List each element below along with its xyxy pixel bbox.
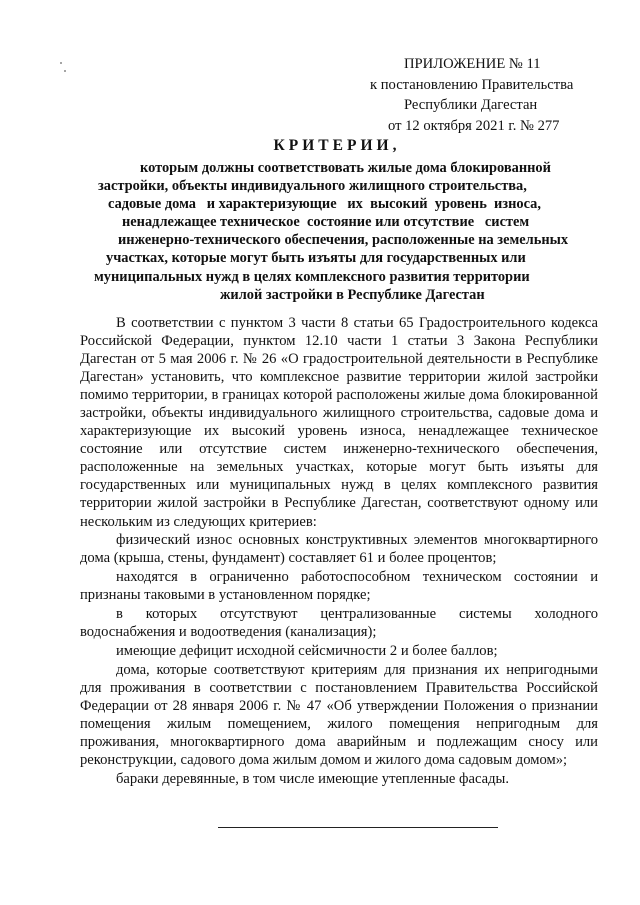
appendix-reference: к постановлению Правительства bbox=[370, 76, 574, 93]
criterion-item: находятся в ограниченно работоспособном техническом состоянии и признаны таковыми в установленном порядке; bbox=[80, 568, 598, 603]
criterion-item: имеющие дефицит исходной сейсмичности 2 и более баллов; bbox=[116, 642, 498, 659]
subtitle-line: жилой застройки в Республике Дагестан bbox=[220, 286, 485, 303]
subtitle-line: застройки, объекты индивидуального жилищного строительства, bbox=[98, 178, 527, 195]
appendix-header bbox=[360, 54, 600, 136]
subtitle-line: ненадлежащее техническое состояние или отсутствие систем bbox=[122, 214, 530, 231]
document-subtitle bbox=[86, 159, 606, 304]
subtitle-line: муниципальных нужд в целях комплексного развития территории bbox=[94, 268, 530, 285]
scan-speck bbox=[64, 70, 66, 72]
appendix-date: от 12 октября 2021 г. № 277 bbox=[388, 117, 560, 134]
appendix-issuer: Республики Дагестан bbox=[404, 97, 538, 113]
scan-speck bbox=[60, 62, 62, 64]
subtitle-line: участках, которые могут быть изъяты для государственных или bbox=[106, 250, 526, 267]
criterion-item: в которых отсутствуют централизованные системы холодного водоснабжения и водоотведения (канализация); bbox=[80, 605, 598, 640]
document-title: КРИТЕРИИ, bbox=[273, 137, 401, 154]
closing-divider bbox=[218, 827, 498, 828]
body-paragraph: В соответствии с пунктом 3 части 8 статьи 65 Градостроительного кодекса Российской Федерации, пунктом 12.10 части 1 статьи 3 Закона Республики Дагестан от 5 мая 2006 г. № 26 «О градостроительной деятельности в Республике Дагестан» установить, что комплексное развитие территории жилой застройки помимо территории, в границах которой расположены жилые дома блокированной застройки, объекты индивидуального жилищного строительства, садовые дома и характеризующие их высокий уровень износа, ненадлежащее техническое состояние или отсутствие систем инженерно-технического обеспечения, расположенные на земельных участках, которые могут быть изъяты для государственных или муниципальных нужд в целях комплексного развития территории жилой застройки в Республике Дагестан, соответствуют одному или нескольким из следующих критериев: bbox=[80, 315, 598, 530]
subtitle-line: которым должны соответствовать жилые дома блокированной bbox=[140, 160, 551, 176]
subtitle-line: садовые дома и характеризующие их высокий уровень износа, bbox=[108, 196, 541, 213]
criterion-item: физический износ основных конструктивных элементов многоквартирного дома (крыша, стены, фундамент) составляет 61 и более процентов; bbox=[80, 531, 598, 566]
criterion-item: дома, которые соответствуют критериям для признания их непригодными для проживания в соответствии с постановлением Правительства Российской Федерации от 28 января 2006 г. № 47 «Об утверждении Положения о признании помещения жилым помещением, жилого помещения непригодным для проживания, многоквартирного дома аварийным и подлежащим сносу или реконструкции, садового дома жилым домом и жилого дома садовым домом»; bbox=[80, 661, 598, 769]
appendix-number: ПРИЛОЖЕНИЕ № 11 bbox=[404, 56, 541, 72]
subtitle-line: инженерно-технического обеспечения, расположенные на земельных bbox=[118, 232, 569, 249]
criterion-item: бараки деревянные, в том числе имеющие утепленные фасады. bbox=[116, 771, 509, 788]
document-body bbox=[80, 314, 598, 788]
